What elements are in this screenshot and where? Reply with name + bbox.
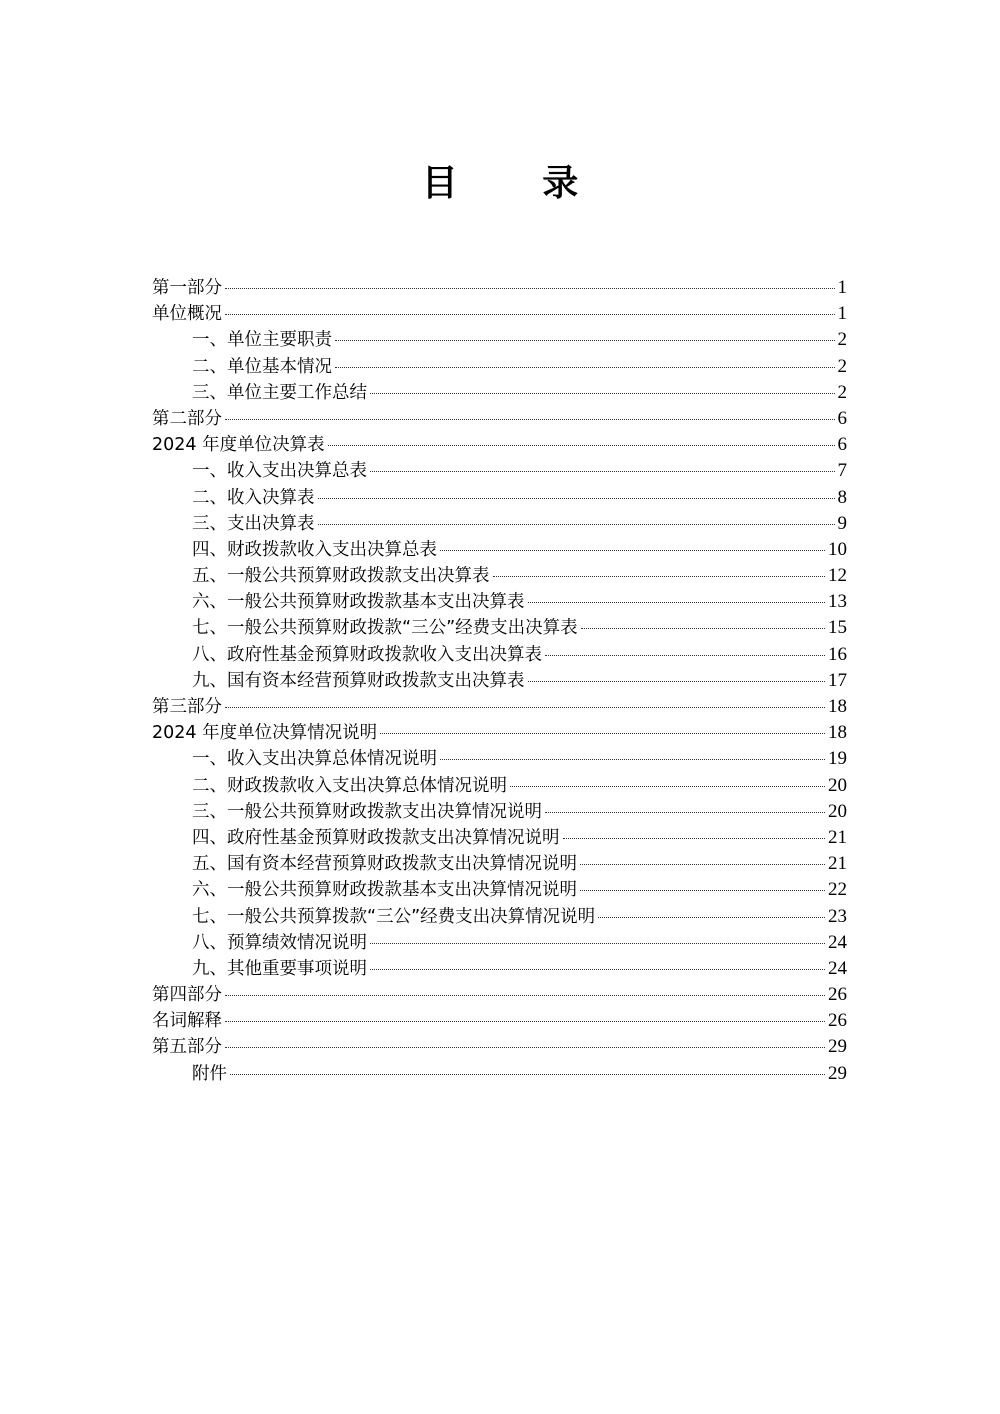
toc-entry-label: 二、单位基本情况 <box>192 356 332 377</box>
toc-entry-label: 二、收入决算表 <box>192 487 315 508</box>
page-title: 目 录 <box>421 162 615 204</box>
toc-entry-page: 20 <box>828 774 847 796</box>
toc-entry-label: 六、一般公共预算财政拨款基本支出决算情况说明 <box>192 880 577 901</box>
dot-leader <box>225 995 825 996</box>
toc-entry[interactable] <box>152 668 847 694</box>
toc-entry-label: 第五部分 <box>152 1037 222 1058</box>
toc-entry-page: 2 <box>837 355 847 377</box>
toc-entry[interactable] <box>152 799 847 825</box>
toc-entry[interactable] <box>152 1034 847 1060</box>
toc-entry[interactable] <box>152 275 847 301</box>
toc-entry-page: 2 <box>837 329 847 351</box>
toc-entry[interactable] <box>152 851 847 877</box>
toc-entry-page: 2 <box>837 381 847 403</box>
toc-entry[interactable] <box>152 511 847 537</box>
toc-entry[interactable] <box>152 773 847 799</box>
toc-entry[interactable] <box>152 432 847 458</box>
dot-leader <box>318 498 835 499</box>
toc-entry[interactable] <box>152 746 847 772</box>
toc-entry-page: 24 <box>828 957 847 979</box>
toc-entry[interactable] <box>152 563 847 589</box>
toc-entry-label: 一、单位主要职责 <box>192 330 332 351</box>
toc-entry-page: 16 <box>828 643 847 665</box>
toc-entry-page: 23 <box>828 905 847 927</box>
toc-entry-label: 八、预算绩效情况说明 <box>192 932 367 953</box>
toc-entry[interactable] <box>152 589 847 615</box>
toc-entry-label: 名词解释 <box>152 1011 222 1032</box>
toc-entry[interactable] <box>152 642 847 668</box>
dot-leader <box>370 393 835 394</box>
toc-entry-page: 17 <box>828 669 847 691</box>
toc-entry-page: 18 <box>828 696 847 717</box>
dot-leader <box>370 471 835 472</box>
toc-entry-page: 8 <box>837 486 847 508</box>
dot-leader <box>225 707 825 708</box>
toc-entry-label: 五、一般公共预算财政拨款支出决算表 <box>192 566 490 587</box>
dot-leader <box>380 733 825 734</box>
dot-leader <box>493 576 826 577</box>
toc-entry-page: 26 <box>828 984 847 1006</box>
toc-entry[interactable] <box>152 956 847 982</box>
toc-entry-label: 第四部分 <box>152 985 222 1006</box>
table-of-contents <box>152 275 847 1087</box>
dot-leader <box>335 367 835 368</box>
toc-entry[interactable] <box>152 485 847 511</box>
toc-entry[interactable] <box>152 904 847 930</box>
toc-entry-label: 八、政府性基金预算财政拨款收入支出决算表 <box>192 644 542 665</box>
dot-leader <box>225 1047 825 1048</box>
toc-entry-page: 1 <box>837 277 847 298</box>
toc-entry-label: 一、收入支出决算总体情况说明 <box>192 749 437 770</box>
toc-entry[interactable] <box>152 877 847 903</box>
dot-leader <box>370 943 825 944</box>
dot-leader <box>225 314 835 315</box>
toc-entry[interactable] <box>152 1008 847 1034</box>
dot-leader <box>528 602 826 603</box>
toc-entry-label: 单位概况 <box>152 304 222 325</box>
toc-entry-page: 19 <box>828 748 847 770</box>
toc-entry[interactable] <box>152 327 847 353</box>
toc-entry[interactable] <box>152 1061 847 1087</box>
dot-leader <box>225 288 835 289</box>
toc-entry-page: 22 <box>828 879 847 901</box>
toc-entry-page: 20 <box>828 800 847 822</box>
toc-entry-page: 26 <box>828 1010 847 1032</box>
toc-entry-label: 2024 年度单位决算表 <box>152 435 325 456</box>
dot-leader <box>230 1074 825 1075</box>
toc-entry-page: 6 <box>837 434 847 456</box>
toc-entry-page: 13 <box>828 591 847 613</box>
dot-leader <box>440 550 825 551</box>
toc-entry-label: 四、财政拨款收入支出决算总表 <box>192 539 437 560</box>
toc-entry-page: 21 <box>828 826 847 848</box>
toc-entry-label: 九、其他重要事项说明 <box>192 958 367 979</box>
toc-entry-label: 附件 <box>192 1063 227 1084</box>
dot-leader <box>580 890 825 891</box>
toc-entry-page: 21 <box>828 853 847 875</box>
toc-entry[interactable] <box>152 982 847 1008</box>
toc-entry-page: 29 <box>828 1062 847 1084</box>
toc-entry-page: 6 <box>837 407 847 429</box>
dot-leader <box>598 917 825 918</box>
toc-entry-label: 第二部分 <box>152 408 222 429</box>
toc-entry-label: 六、一般公共预算财政拨款基本支出决算表 <box>192 592 525 613</box>
dot-leader <box>545 655 825 656</box>
toc-entry-label: 二、财政拨款收入支出决算总体情况说明 <box>192 775 507 796</box>
toc-entry-label: 三、一般公共预算财政拨款支出决算情况说明 <box>192 801 542 822</box>
toc-entry[interactable] <box>152 825 847 851</box>
toc-entry-page: 18 <box>828 722 847 744</box>
toc-entry-label: 三、支出决算表 <box>192 513 315 534</box>
toc-entry[interactable] <box>152 301 847 327</box>
toc-entry[interactable] <box>152 458 847 484</box>
dot-leader <box>440 759 825 760</box>
toc-entry-label: 第三部分 <box>152 697 222 717</box>
toc-entry-page: 10 <box>828 538 847 560</box>
toc-entry-label: 七、一般公共预算财政拨款“三公”经费支出决算表 <box>192 618 578 639</box>
toc-entry-page: 1 <box>837 303 847 325</box>
dot-leader <box>225 419 835 420</box>
dot-leader <box>370 969 825 970</box>
toc-entry-label: 一、收入支出决算总表 <box>192 461 367 482</box>
dot-leader <box>545 812 825 813</box>
toc-entry-label: 四、政府性基金预算财政拨款支出决算情况说明 <box>192 827 560 848</box>
dot-leader <box>328 445 835 446</box>
dot-leader <box>581 628 825 629</box>
toc-entry-label: 九、国有资本经营预算财政拨款支出决算表 <box>192 670 525 691</box>
dot-leader <box>318 524 835 525</box>
toc-entry[interactable] <box>152 354 847 380</box>
toc-entry[interactable] <box>152 720 847 746</box>
toc-entry[interactable] <box>152 537 847 563</box>
toc-entry[interactable] <box>152 694 847 720</box>
toc-entry[interactable] <box>152 380 847 406</box>
toc-entry-label: 第一部分 <box>152 278 222 298</box>
toc-entry[interactable] <box>152 615 847 641</box>
toc-entry-page: 24 <box>828 931 847 953</box>
dot-leader <box>528 681 826 682</box>
toc-entry-label: 七、一般公共预算拨款“三公”经费支出决算情况说明 <box>192 906 596 927</box>
dot-leader <box>510 786 825 787</box>
dot-leader <box>335 340 835 341</box>
toc-entry[interactable] <box>152 930 847 956</box>
toc-entry-label: 三、单位主要工作总结 <box>192 382 367 403</box>
dot-leader <box>580 864 825 865</box>
toc-entry-label: 2024 年度单位决算情况说明 <box>152 723 378 744</box>
toc-entry-page: 7 <box>837 460 847 482</box>
toc-entry-page: 9 <box>837 512 847 534</box>
toc-entry[interactable] <box>152 406 847 432</box>
toc-entry-page: 12 <box>828 565 847 587</box>
toc-entry-page: 29 <box>828 1036 847 1058</box>
dot-leader <box>563 838 826 839</box>
toc-entry-label: 五、国有资本经营预算财政拨款支出决算情况说明 <box>192 854 577 875</box>
dot-leader <box>225 1021 825 1022</box>
toc-entry-page: 15 <box>828 617 847 639</box>
